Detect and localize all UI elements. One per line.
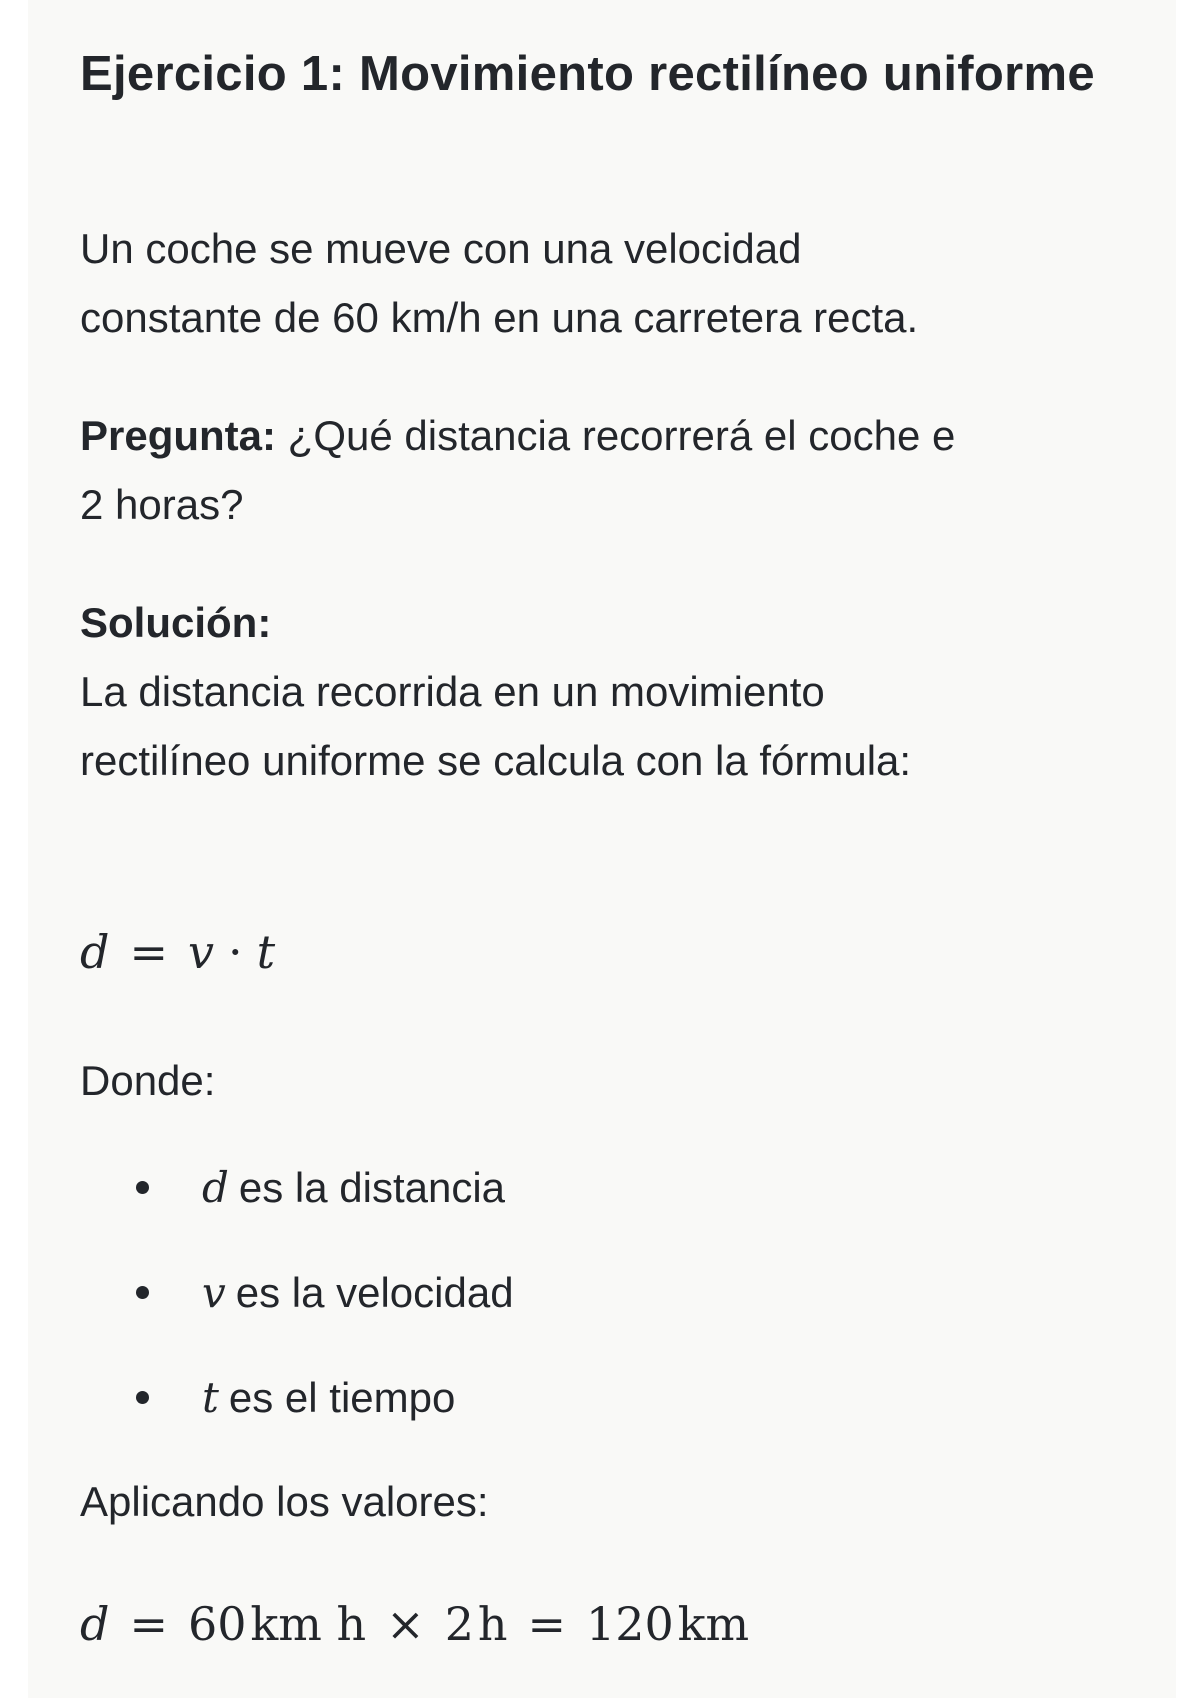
definition-text: es la velocidad: [235, 1269, 514, 1316]
formula-dot: ·: [228, 925, 243, 979]
bullet-icon: [136, 1286, 149, 1299]
calc-equals-2: =: [527, 1597, 566, 1651]
formula-distance: [80, 922, 275, 982]
definition-var: d: [202, 1163, 229, 1212]
bullet-icon: [136, 1181, 149, 1194]
definition-var: t: [202, 1373, 219, 1422]
exercise-title: Ejercicio 1: Movimiento rectilíneo uniforme: [80, 47, 1095, 101]
statement-line-1: Un coche se mueve con una velocidad: [80, 225, 802, 272]
calc-times: ×: [386, 1597, 425, 1651]
formula-calculation: [80, 1594, 749, 1654]
calc-result-unit: km: [677, 1597, 750, 1651]
bullet-icon: [136, 1391, 149, 1404]
formula-var-t: t: [256, 925, 276, 979]
question-text: ¿Qué distancia recorrerá el coche e: [276, 412, 956, 459]
applying-label: Aplicando los valores:: [80, 1478, 489, 1525]
calc-speed-value: 60: [188, 1597, 247, 1651]
formula-equals: =: [129, 925, 168, 979]
calc-var-d: d: [80, 1597, 110, 1651]
calc-time-unit: h: [477, 1597, 508, 1651]
question-label: Pregunta:: [80, 412, 277, 459]
definition-text: es la distancia: [238, 1164, 506, 1211]
calc-time-value: 2: [444, 1597, 474, 1651]
calc-result-value: 120: [586, 1597, 674, 1651]
question-line-1: [80, 398, 955, 474]
statement-line-2: constante de 60 km/h en una carretera recta.: [80, 294, 919, 341]
solution-label: Solución:: [80, 599, 272, 646]
definition-text: es el tiempo: [228, 1374, 456, 1421]
solution-line-1: La distancia recorrida en un movimiento: [80, 668, 825, 715]
where-label: Donde:: [80, 1057, 216, 1104]
formula-var-d: d: [80, 925, 110, 979]
solution-line-2: rectilíneo uniforme se calcula con la fórmula:: [80, 737, 912, 784]
calc-speed-unit: km h: [250, 1597, 367, 1651]
formula-var-v: v: [188, 925, 214, 979]
definition-var: v: [202, 1268, 226, 1317]
question-line-2: 2 horas?: [80, 481, 244, 528]
calc-equals-1: =: [129, 1597, 168, 1651]
